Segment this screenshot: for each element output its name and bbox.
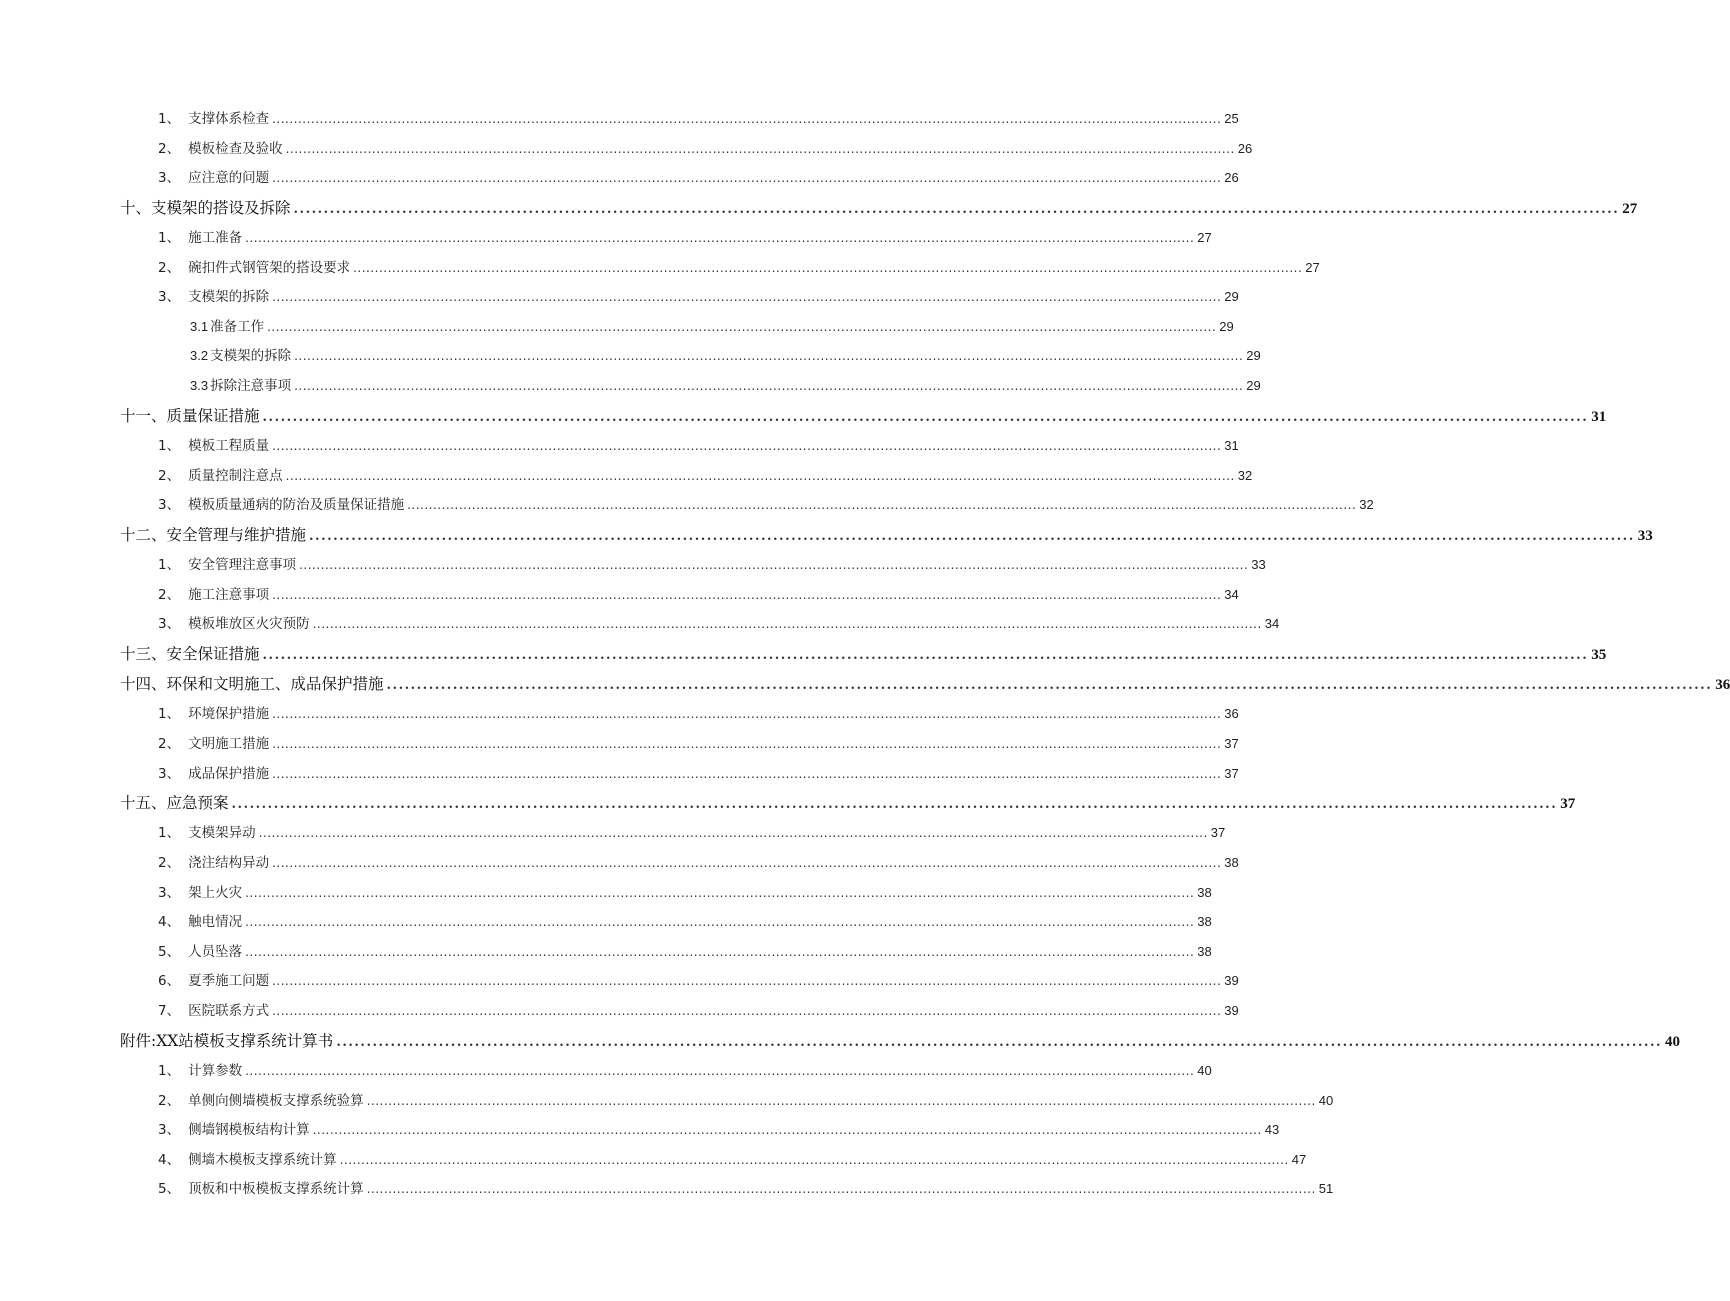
toc-entry[interactable]	[120, 848, 1239, 878]
toc-dot-leader: ............................................................................................................................................................................................................................	[258, 826, 1208, 841]
toc-dot-leader: ............................................................................................................................................................................................................................	[272, 112, 1222, 126]
toc-entry-number: 2、	[158, 467, 181, 484]
toc-dot-leader: ............................................................................................................................................................................................................................	[339, 1152, 1289, 1167]
toc-page-number: 36	[1715, 677, 1730, 694]
toc-entry-title: 文明施工措施	[188, 735, 270, 752]
toc-entry-title: 拆除注意事项	[210, 378, 292, 395]
toc-page-number: 37	[1210, 825, 1226, 841]
toc-entry-number: 2、	[158, 1092, 181, 1109]
toc-entry-title: XX站模板支撑系统计算书	[156, 1031, 334, 1050]
toc-entry[interactable]	[120, 1056, 1212, 1086]
toc-entry-number: 2、	[158, 140, 181, 157]
toc-dot-leader: ............................................................................................................................................................................................................................	[262, 409, 1589, 425]
toc-dot-leader: ............................................................................................................................................................................................................................	[231, 797, 1558, 813]
toc-dot-leader: ............................................................................................................................................................................................................................	[407, 498, 1357, 513]
toc-entry[interactable]	[120, 312, 1234, 342]
toc-entry-title: 成品保护措施	[188, 765, 270, 782]
toc-entry-title: 支模架的拆除	[188, 289, 270, 306]
toc-dot-leader: ............................................................................................................................................................................................................................	[262, 647, 1589, 663]
toc-entry-title: 应急预案	[166, 794, 229, 813]
toc-entry-title: 计算参数	[188, 1062, 243, 1079]
toc-dot-leader: ............................................................................................................................................................................................................................	[272, 974, 1222, 989]
toc-entry-number: 5、	[158, 1181, 181, 1198]
toc-entry-title: 碗扣件式钢管架的搭设要求	[188, 259, 351, 276]
toc-entry-number: 十四、	[120, 675, 167, 694]
toc-page-number: 37	[1560, 796, 1576, 813]
toc-dot-leader: ............................................................................................................................................................................................................................	[245, 885, 1195, 900]
toc-entry-number: 附件:	[120, 1031, 157, 1050]
toc-entry[interactable]	[120, 669, 1730, 699]
toc-dot-leader: ............................................................................................................................................................................................................................	[272, 766, 1222, 781]
toc-entry-number: 1、	[158, 111, 181, 127]
toc-dot-leader: ............................................................................................................................................................................................................................	[272, 707, 1222, 722]
toc-page-number: 26	[1237, 140, 1253, 156]
toc-page-number: 40	[1665, 1033, 1681, 1050]
toc-entry-number: 十二、	[120, 525, 167, 544]
toc-entry-title: 架上火灾	[188, 884, 243, 901]
toc-dot-leader: ............................................................................................................................................................................................................................	[309, 528, 1635, 544]
toc-entry-number: 3.1	[190, 318, 209, 334]
toc-page-number: 29	[1219, 318, 1234, 334]
toc-entry[interactable]	[120, 996, 1239, 1026]
toc-page-number: 40	[1197, 1062, 1212, 1078]
toc-page-number: 37	[1224, 765, 1239, 781]
toc-dot-leader: ............................................................................................................................................................................................................................	[312, 617, 1262, 632]
toc-entry[interactable]	[120, 163, 1239, 193]
toc-entry-number: 4、	[158, 914, 181, 931]
toc-entry-title: 环保和文明施工、成品保护措施	[166, 675, 384, 694]
toc-page-number: 33	[1251, 557, 1266, 573]
toc-entry-title: 支模架的搭设及拆除	[151, 198, 291, 217]
toc-entry-number: 1、	[158, 557, 181, 574]
toc-entry-title: 施工准备	[188, 230, 243, 247]
toc-entry[interactable]	[120, 282, 1239, 312]
toc-page-number: 38	[1197, 884, 1212, 900]
toc-entry[interactable]	[120, 134, 1253, 164]
toc-entry-number: 十一、	[120, 406, 167, 425]
toc-dot-leader: ............................................................................................................................................................................................................................	[285, 468, 1235, 483]
toc-page-number: 43	[1264, 1122, 1280, 1138]
toc-dot-leader: ............................................................................................................................................................................................................................	[245, 944, 1195, 959]
toc-entry[interactable]	[120, 341, 1261, 371]
toc-entry-number: 3.3	[190, 378, 209, 394]
toc-entry-title: 侧墙钢模板结构计算	[188, 1122, 310, 1139]
toc-entry-title: 环境保护措施	[188, 706, 270, 723]
toc-page-number: 29	[1246, 378, 1261, 394]
toc-dot-leader: ............................................................................................................................................................................................................................	[312, 1123, 1262, 1138]
toc-entry-number: 2、	[158, 259, 181, 276]
toc-entry-title: 侧墙木模板支撑系统计算	[188, 1151, 337, 1168]
toc-entry[interactable]	[120, 1174, 1334, 1204]
toc-entry[interactable]	[120, 966, 1239, 996]
toc-dot-leader: ............................................................................................................................................................................................................................	[285, 141, 1235, 156]
toc-page-number: 33	[1637, 527, 1653, 544]
toc-entry[interactable]	[120, 490, 1374, 520]
toc-entry[interactable]	[120, 550, 1266, 580]
toc-page-number: 27	[1305, 259, 1320, 275]
toc-entry-title: 质量保证措施	[166, 406, 260, 425]
toc-dot-leader: ............................................................................................................................................................................................................................	[272, 856, 1222, 871]
toc-dot-leader: ............................................................................................................................................................................................................................	[272, 290, 1222, 305]
toc-entry-title: 模板工程质量	[188, 437, 270, 454]
toc-entry[interactable]	[120, 1086, 1334, 1116]
toc-entry-number: 6、	[158, 973, 181, 990]
toc-page-number: 40	[1318, 1092, 1334, 1108]
toc-dot-leader: ............................................................................................................................................................................................................................	[272, 736, 1222, 751]
toc-entry[interactable]	[120, 401, 1607, 431]
toc-entry-title: 质量控制注意点	[188, 467, 283, 484]
toc-dot-leader: ............................................................................................................................................................................................................................	[294, 349, 1244, 364]
toc-entry-number: 1、	[158, 1062, 181, 1079]
toc-entry-title: 支模架的拆除	[210, 348, 292, 365]
toc-entry[interactable]	[120, 1115, 1280, 1145]
toc-entry[interactable]	[120, 699, 1239, 729]
toc-entry-number: 3、	[158, 765, 181, 782]
toc-entry-title: 支模架异动	[188, 825, 256, 842]
toc-page-number: 35	[1591, 646, 1607, 663]
toc-page-number: 34	[1264, 616, 1280, 632]
toc-page-number: 27	[1197, 230, 1212, 246]
toc-entry[interactable]	[120, 1145, 1307, 1175]
toc-dot-leader: ............................................................................................................................................................................................................................	[294, 379, 1244, 394]
toc-page-number: 25	[1224, 111, 1239, 126]
toc-page-number: 36	[1224, 706, 1239, 722]
toc-entry-title: 应注意的问题	[188, 170, 270, 187]
toc-page-number: 31	[1591, 408, 1607, 425]
toc-page-number: 29	[1246, 348, 1261, 364]
toc-entry[interactable]	[120, 609, 1280, 639]
toc-entry-title: 安全管理注意事项	[188, 557, 297, 574]
toc-entry[interactable]	[120, 639, 1607, 669]
toc-entry-title: 人员坠落	[188, 943, 243, 960]
toc-entry-number: 2、	[158, 735, 181, 752]
toc-entry[interactable]	[120, 788, 1576, 818]
toc-entry-number: 1、	[158, 706, 181, 723]
toc-dot-leader: ............................................................................................................................................................................................................................	[386, 678, 1713, 694]
toc-entry[interactable]	[120, 580, 1239, 610]
toc-entry[interactable]	[120, 1026, 1681, 1056]
toc-entry-number: 2、	[158, 855, 181, 872]
toc-entry-number: 十五、	[120, 794, 167, 813]
toc-entry-title: 模板检查及验收	[188, 140, 283, 157]
toc-entry-number: 1、	[158, 825, 181, 842]
toc-entry-title: 施工注意事项	[188, 586, 270, 603]
toc-entry-number: 3.2	[190, 348, 209, 364]
toc-page-number: 38	[1197, 914, 1212, 930]
toc-entry[interactable]	[120, 759, 1239, 789]
toc-entry-number: 3、	[158, 170, 181, 187]
toc-entry-number: 十三、	[120, 644, 167, 663]
toc-entry-number: 3、	[158, 616, 181, 633]
table-of-contents	[120, 104, 1730, 1204]
toc-entry-number: 3、	[158, 289, 181, 306]
toc-entry-title: 医院联系方式	[188, 1003, 270, 1020]
toc-entry[interactable]	[120, 937, 1212, 967]
toc-entry-number: 1、	[158, 437, 181, 454]
toc-dot-leader: ............................................................................................................................................................................................................................	[245, 915, 1195, 930]
toc-entry-title: 安全保证措施	[166, 644, 260, 663]
toc-page-number: 38	[1224, 855, 1239, 871]
toc-entry[interactable]	[120, 371, 1261, 401]
toc-entry-number: 5、	[158, 943, 181, 960]
toc-entry[interactable]	[120, 104, 1239, 134]
toc-dot-leader: ............................................................................................................................................................................................................................	[293, 201, 1620, 217]
toc-entry-title: 模板堆放区火灾预防	[188, 616, 310, 633]
toc-entry-number: 十、	[120, 198, 152, 217]
toc-page-number: 32	[1359, 497, 1374, 513]
toc-page-number: 34	[1224, 586, 1239, 602]
toc-entry-number: 7、	[158, 1003, 181, 1020]
toc-entry[interactable]	[120, 878, 1212, 908]
toc-dot-leader: ............................................................................................................................................................................................................................	[366, 1093, 1316, 1108]
toc-entry[interactable]	[120, 520, 1653, 550]
toc-entry[interactable]	[120, 253, 1320, 283]
toc-entry-title: 夏季施工问题	[188, 973, 270, 990]
toc-entry[interactable]	[120, 818, 1226, 848]
toc-entry-title: 安全管理与维护措施	[166, 525, 307, 544]
toc-entry-title: 支撑体系检查	[188, 111, 270, 127]
toc-entry[interactable]	[120, 729, 1239, 759]
toc-dot-leader: ............................................................................................................................................................................................................................	[272, 438, 1222, 453]
toc-page-number: 37	[1224, 735, 1239, 751]
toc-page-number: 27	[1622, 200, 1638, 217]
toc-dot-leader: ............................................................................................................................................................................................................................	[272, 171, 1222, 186]
toc-entry-title: 单侧向侧墙模板支撑系统验算	[188, 1092, 364, 1109]
toc-entry[interactable]	[120, 193, 1638, 223]
toc-entry-title: 浇注结构异动	[188, 855, 270, 872]
toc-entry-title: 触电情况	[188, 914, 243, 931]
toc-entry-number: 3、	[158, 1122, 181, 1139]
toc-dot-leader: ............................................................................................................................................................................................................................	[366, 1182, 1316, 1197]
toc-entry-title: 准备工作	[210, 318, 265, 335]
toc-dot-leader: ............................................................................................................................................................................................................................	[353, 260, 1303, 275]
toc-entry-title: 顶板和中板模板支撑系统计算	[188, 1181, 364, 1198]
toc-page-number: 31	[1224, 437, 1239, 453]
toc-entry[interactable]	[120, 907, 1212, 937]
toc-entry[interactable]	[120, 223, 1212, 253]
toc-entry-number: 2、	[158, 586, 181, 603]
toc-dot-leader: ............................................................................................................................................................................................................................	[267, 319, 1217, 334]
toc-entry-number: 3、	[158, 497, 181, 514]
toc-page-number: 29	[1224, 289, 1239, 305]
toc-page-number: 39	[1224, 973, 1239, 989]
toc-entry-title: 模板质量通病的防治及质量保证措施	[188, 497, 405, 514]
toc-page-number: 39	[1224, 1003, 1239, 1019]
toc-page-number: 26	[1224, 170, 1239, 186]
toc-page-number: 51	[1318, 1181, 1334, 1197]
toc-entry[interactable]	[120, 461, 1253, 491]
toc-dot-leader: ............................................................................................................................................................................................................................	[299, 558, 1249, 573]
toc-page-number: 47	[1291, 1151, 1307, 1167]
toc-entry[interactable]	[120, 431, 1239, 461]
toc-dot-leader: ............................................................................................................................................................................................................................	[336, 1034, 1663, 1050]
toc-entry-number: 4、	[158, 1151, 181, 1168]
toc-page-number: 32	[1237, 467, 1253, 483]
toc-dot-leader: ............................................................................................................................................................................................................................	[245, 1063, 1195, 1078]
toc-entry-number: 1、	[158, 230, 181, 247]
toc-entry-number: 3、	[158, 884, 181, 901]
toc-page-number: 38	[1197, 943, 1212, 959]
toc-dot-leader: ............................................................................................................................................................................................................................	[245, 231, 1195, 246]
toc-dot-leader: ............................................................................................................................................................................................................................	[272, 1004, 1222, 1019]
toc-dot-leader: ............................................................................................................................................................................................................................	[272, 587, 1222, 602]
